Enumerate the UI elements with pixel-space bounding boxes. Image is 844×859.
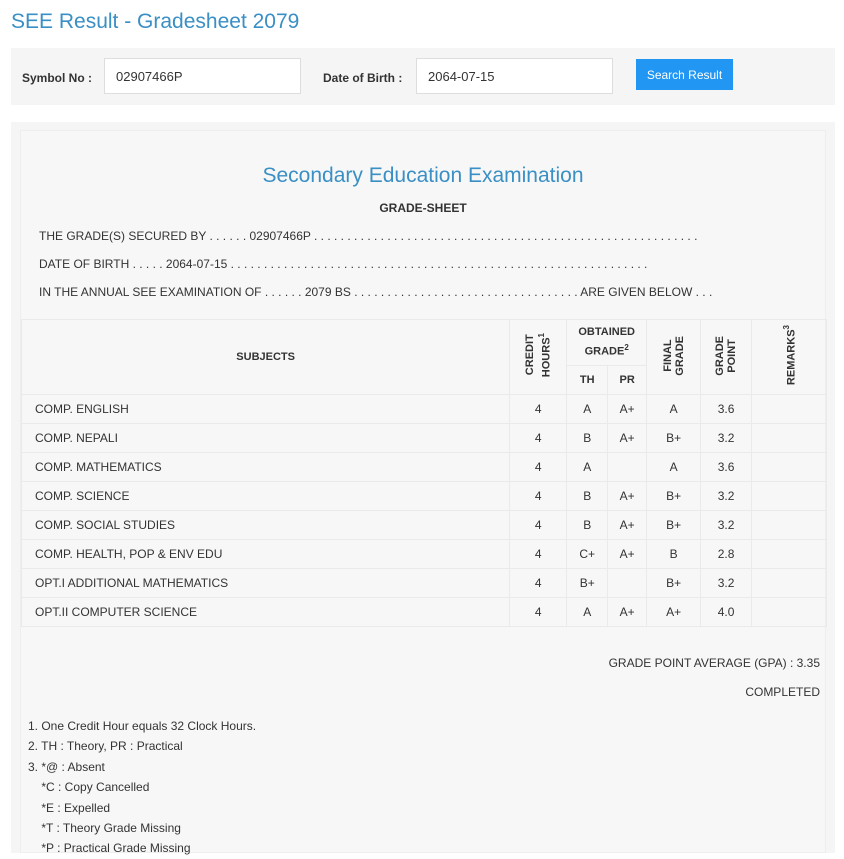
- dob-label: Date of Birth :: [323, 71, 403, 85]
- table-row: [22, 453, 827, 482]
- subject-cell: COMP. SCIENCE: [22, 482, 510, 511]
- symbol-no-input[interactable]: [104, 58, 301, 94]
- credit-hours-cell: 4: [510, 511, 567, 540]
- footnote: *T : Theory Grade Missing: [28, 821, 181, 836]
- credit-hours-cell: 4: [510, 540, 567, 569]
- footnote: *P : Practical Grade Missing: [28, 841, 191, 856]
- footnote: 3. *@ : Absent: [28, 759, 105, 774]
- grade-point-cell: 3.6: [701, 395, 752, 424]
- final-grade-cell: B+: [647, 424, 701, 453]
- dob-input[interactable]: [416, 58, 613, 94]
- obtained-grade-header: OBTAINED GRADE$^2$: [567, 320, 647, 366]
- remarks-cell: [752, 511, 827, 540]
- footnote: 2. TH : Theory, PR : Practical: [28, 739, 183, 754]
- final-grade-header: FINAL GRADE: [647, 320, 701, 395]
- final-grade-cell: A+: [647, 598, 701, 627]
- pr-grade-cell: A+: [608, 395, 647, 424]
- table-row: [22, 511, 827, 540]
- th-grade-cell: B: [567, 424, 608, 453]
- grades-table: [21, 319, 827, 627]
- pr-header: PR: [608, 366, 647, 395]
- th-grade-cell: A: [567, 453, 608, 482]
- pr-grade-cell: A+: [608, 598, 647, 627]
- footnote: *E : Expelled: [28, 800, 111, 815]
- remarks-cell: [752, 453, 827, 482]
- pr-grade-cell: A+: [608, 424, 647, 453]
- grade-point-cell: 2.8: [701, 540, 752, 569]
- remarks-cell: [752, 482, 827, 511]
- gpa-summary: GRADE POINT AVERAGE (GPA) : 3.35: [608, 656, 820, 670]
- subjects-header: SUBJECTS: [22, 320, 510, 395]
- credit-hours-cell: 4: [510, 453, 567, 482]
- table-row: [22, 598, 827, 627]
- credit-hours-cell: 4: [510, 424, 567, 453]
- final-grade-cell: B+: [647, 569, 701, 598]
- table-row: [22, 569, 827, 598]
- subject-cell: COMP. NEPALI: [22, 424, 510, 453]
- exam-title: Secondary Education Examination: [262, 164, 584, 187]
- th-grade-cell: A: [567, 395, 608, 424]
- credit-hours-cell: 4: [510, 395, 567, 424]
- pr-grade-cell: A+: [608, 482, 647, 511]
- remarks-cell: [752, 540, 827, 569]
- footnotes: [28, 716, 256, 859]
- remarks-cell: [752, 395, 827, 424]
- grade-point-cell: 4.0: [701, 598, 752, 627]
- th-grade-cell: C+: [567, 540, 608, 569]
- subject-cell: COMP. MATHEMATICS: [22, 453, 510, 482]
- symbol-no-label: Symbol No :: [22, 71, 93, 85]
- footnote: 1. One Credit Hour equals 32 Clock Hours.: [28, 719, 257, 733]
- th-header: TH: [567, 366, 608, 395]
- pr-grade-cell: [608, 453, 647, 482]
- pr-grade-cell: A+: [608, 511, 647, 540]
- credit-hours-cell: 4: [510, 598, 567, 627]
- subject-cell: COMP. SOCIAL STUDIES: [22, 511, 510, 540]
- final-grade-cell: A: [647, 453, 701, 482]
- table-row: [22, 540, 827, 569]
- result-status: COMPLETED: [745, 685, 820, 699]
- search-bar: [11, 48, 835, 105]
- subject-cell: COMP. ENGLISH: [22, 395, 510, 424]
- grade-point-cell: 3.2: [701, 424, 752, 453]
- remarks-cell: [752, 569, 827, 598]
- remarks-header: REMARKS$^3$: [752, 320, 827, 395]
- table-row: [22, 424, 827, 453]
- th-grade-cell: B+: [567, 569, 608, 598]
- credit-hours-cell: 4: [510, 482, 567, 511]
- footnote: *C : Copy Cancelled: [28, 780, 150, 795]
- credit-hours-header: CREDIT HOURS$^1$: [510, 320, 567, 395]
- th-grade-cell: B: [567, 482, 608, 511]
- page-title: SEE Result - Gradesheet 2079: [11, 10, 300, 33]
- pr-grade-cell: [608, 569, 647, 598]
- th-grade-cell: B: [567, 511, 608, 540]
- subject-cell: OPT.II COMPUTER SCIENCE: [22, 598, 510, 627]
- final-grade-cell: B: [647, 540, 701, 569]
- subject-cell: COMP. HEALTH, POP & ENV EDU: [22, 540, 510, 569]
- grade-point-cell: 3.2: [701, 511, 752, 540]
- th-grade-cell: A: [567, 598, 608, 627]
- table-row: [22, 482, 827, 511]
- remarks-cell: [752, 424, 827, 453]
- dob-line: DATE OF BIRTH . . . . . 2064-07-15 . . . . . . . . . . . . . . . . . . . . . . . . . . . . . . . . . . . . . . . . . . . . . . . . . . . . . . . . . . . . . . .: [39, 257, 648, 271]
- gradesheet-title: GRADE-SHEET: [379, 201, 467, 215]
- exam-line: IN THE ANNUAL SEE EXAMINATION OF . . . . . . 2079 BS . . . . . . . . . . . . . . . . . . . . . . . . . . . . . . . . . . ARE GIVEN BELOW . . .: [39, 285, 713, 299]
- grade-point-header: GRADE POINT: [701, 320, 752, 395]
- table-row: [22, 395, 827, 424]
- remarks-cell: [752, 598, 827, 627]
- credit-hours-cell: 4: [510, 569, 567, 598]
- pr-grade-cell: A+: [608, 540, 647, 569]
- grade-point-cell: 3.2: [701, 482, 752, 511]
- search-result-button[interactable]: Search Result: [636, 59, 733, 90]
- grade-point-cell: 3.2: [701, 569, 752, 598]
- final-grade-cell: B+: [647, 511, 701, 540]
- gradesheet-container: [11, 122, 835, 856]
- grades-secured-line: THE GRADE(S) SECURED BY . . . . . . 02907466P . . . . . . . . . . . . . . . . . . . . . . . . . . . . . . . . . . . . . . . . . . . . . . . . . . . . . . . . . .: [39, 229, 698, 243]
- final-grade-cell: B+: [647, 482, 701, 511]
- grade-point-cell: 3.6: [701, 453, 752, 482]
- gradesheet: [20, 130, 826, 856]
- final-grade-cell: A: [647, 395, 701, 424]
- subject-cell: OPT.I ADDITIONAL MATHEMATICS: [22, 569, 510, 598]
